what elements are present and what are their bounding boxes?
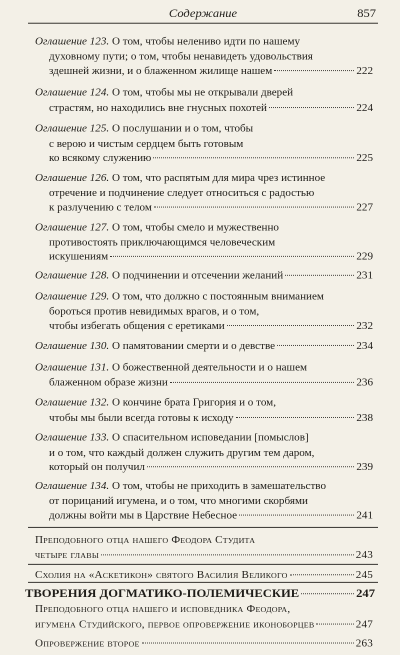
toc-entry-second-refutation[interactable] [35, 637, 373, 652]
entry-line: с верою и чистым сердцем быть готовым [49, 137, 244, 150]
toc-entry-133[interactable] [35, 431, 373, 475]
entry-line: бороться против невидимых врагов, и о том, [49, 305, 260, 318]
dot-leader [290, 574, 354, 575]
entry-page: 263 [355, 637, 373, 650]
toc-entry-129[interactable] [35, 290, 373, 334]
entry-page: 234 [356, 340, 373, 352]
toc-entry-130[interactable] [35, 339, 373, 354]
entry-line: Схолия на «Аскетикон» святого Василия Великого [35, 569, 288, 581]
entry-line: О кончине брата Григория и о том, [111, 397, 276, 409]
entry-line: Преподобного отца нашего и исповедника Феодора, [35, 603, 291, 616]
entry-line: страстям, но находились вне гнусных похотей [49, 101, 267, 114]
dot-leader [101, 554, 354, 555]
entry-label: Оглашение 134. [35, 480, 110, 492]
entry-page: 241 [356, 509, 373, 522]
entry-page: 231 [356, 270, 373, 282]
toc-entry-124[interactable] [35, 86, 373, 115]
entry-line: который он получил [49, 461, 145, 473]
dot-leader [142, 643, 354, 644]
dot-leader [277, 345, 354, 346]
entry-line: О подчинении и отсечении желаний [111, 270, 284, 282]
toc-entry-127[interactable] [35, 221, 373, 265]
toc-entry-126[interactable] [35, 172, 373, 216]
entry-line: О том, чтобы мы не открывали дверей [111, 87, 294, 99]
dot-leader [301, 593, 354, 594]
entry-label: Оглашение 125. [35, 123, 110, 135]
dot-leader [285, 275, 354, 276]
entry-label: Оглашение 124. [35, 87, 110, 99]
toc-entry-four-chapters[interactable] [35, 534, 373, 563]
entry-page: 236 [356, 376, 373, 389]
entry-line: от порицаний игумена, и о том, что многими скорбями [49, 495, 308, 507]
entry-page: 225 [356, 152, 373, 164]
entry-line: четыре главы [35, 549, 99, 561]
entry-page: 247 [355, 618, 373, 630]
entry-page: 222 [356, 65, 373, 77]
dot-leader [236, 417, 355, 418]
toc-entry-132[interactable] [35, 396, 373, 425]
entry-line: ко всякому служению [49, 152, 152, 164]
entry-line: должны войти мы в Царствие Небесное [49, 509, 238, 522]
entry-page: 239 [356, 461, 373, 473]
dot-leader [269, 107, 354, 108]
dot-leader [227, 325, 355, 326]
entry-line: О том, что должно с постоянным вниманием [111, 290, 324, 303]
entry-line: О спасительном исповедании [помыслов] [111, 432, 309, 444]
divider [28, 582, 378, 583]
entry-line: духовному пути; о том, чтобы ненавидеть удовольствия [49, 50, 313, 63]
entry-line: Преподобного отца нашего Феодора Студита [35, 534, 256, 546]
toc-entry-first-refutation[interactable] [35, 603, 373, 632]
entry-page: 232 [356, 320, 373, 332]
dot-leader [110, 256, 354, 257]
entry-line: О том, чтобы не приходить в замешательство [111, 480, 327, 492]
entry-label: Оглашение 129. [35, 290, 110, 303]
entry-line: О том, что распятым для мира чрез истинное [111, 172, 326, 184]
section-page: 247 [356, 586, 375, 600]
entry-line: блаженном образе жизни [49, 376, 168, 389]
entry-page: 229 [356, 251, 373, 263]
toc-entry-131[interactable] [35, 361, 373, 390]
entry-line: О божественной деятельности и о нашем [111, 362, 308, 374]
section-title: ТВОРЕНИЯ ДОГМАТИКО-ПОЛЕМИЧЕСКИЕ [25, 586, 300, 600]
dot-leader [274, 70, 354, 71]
entry-label: Оглашение 127. [35, 221, 110, 234]
entry-line: отречение и подчинение следует относиться с радостью [49, 187, 315, 199]
header-title: Содержание [168, 6, 238, 20]
toc-entry-134[interactable] [35, 480, 373, 524]
entry-line: к разлучению с телом [49, 201, 152, 214]
dot-leader [316, 623, 353, 624]
entry-line: О послушании и о том, чтобы [111, 123, 254, 135]
entry-line: противостоять приключающимся человеческим [49, 236, 276, 248]
header-page-number: 857 [357, 6, 376, 20]
entry-page: 227 [356, 201, 373, 214]
entry-label: Оглашение 133. [35, 432, 110, 444]
dot-leader [170, 381, 354, 382]
entry-page: 238 [356, 411, 373, 424]
divider [28, 527, 378, 528]
toc-entry-125[interactable] [35, 122, 373, 166]
entry-label: Оглашение 126. [35, 172, 110, 184]
entry-line: и о том, что каждый должен служить другим тем даром, [49, 446, 315, 459]
dot-leader [147, 466, 354, 467]
entry-label: Оглашение 123. [35, 36, 110, 48]
entry-line: здешней жизни, и о блаженном жилище нашем [49, 65, 273, 77]
toc-entry-123[interactable] [35, 35, 373, 79]
entry-line: искушениям [49, 251, 109, 263]
entry-line: Опровержение второе [35, 637, 140, 650]
entry-label: Оглашение 128. [35, 270, 110, 282]
entry-line: О памятовании смерти и о девстве [111, 340, 276, 352]
entry-label: Оглашение 131. [35, 362, 110, 374]
entry-line: О том, чтобы смело и мужественно [111, 221, 279, 234]
dot-leader [153, 157, 354, 158]
entry-line: чтобы избегать общения с еретиками [49, 320, 225, 332]
entry-page: 243 [355, 549, 373, 561]
dot-leader [239, 515, 354, 516]
entry-line: О том, чтобы нелениво идти по нашему [111, 36, 301, 48]
entry-line: чтобы мы были всегда готовы к исходу [49, 411, 234, 424]
entry-page: 224 [356, 101, 373, 114]
entry-label: Оглашение 132. [35, 397, 110, 409]
section-heading[interactable] [25, 586, 375, 601]
divider [28, 564, 378, 565]
running-header [28, 2, 378, 24]
entry-line: игумена Студийского, первое опровержение иконоборцев [35, 618, 315, 630]
toc-entry-128[interactable] [35, 269, 373, 284]
entry-label: Оглашение 130. [35, 340, 110, 352]
entry-page: 245 [355, 569, 373, 581]
dot-leader [154, 207, 354, 208]
